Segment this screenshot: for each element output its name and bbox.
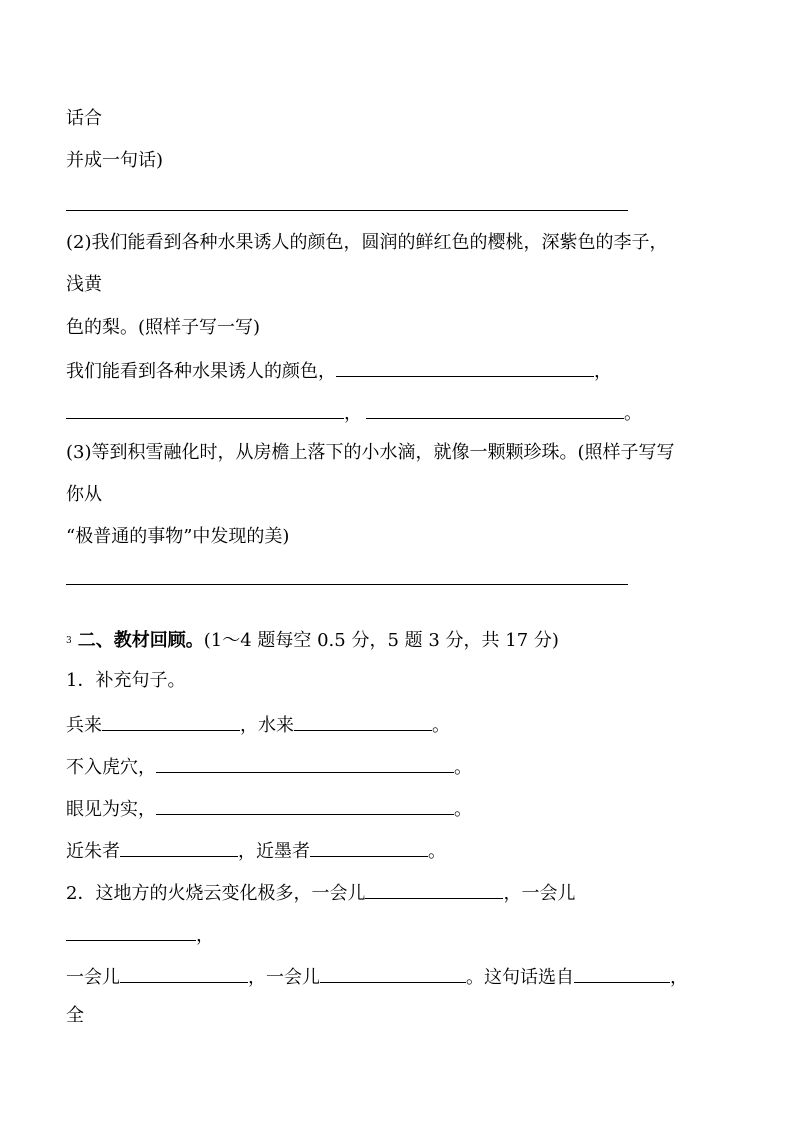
q3-text-line-1: (3)等到积雪融化时，从房檐上落下的小水滴，就像一颗颗珍珠。(照样子写写	[66, 442, 675, 463]
item-1-row-d	[66, 836, 446, 865]
q3-text-line-3: “极普通的事物”中发现的美)	[66, 526, 290, 547]
item-1-row-c	[66, 794, 472, 823]
item-1-c-text: 眼见为实，	[66, 799, 156, 820]
item-2-text-1: 2．这地方的火烧云变化极多，一会儿	[66, 883, 366, 904]
q2-blank-2[interactable]	[66, 398, 344, 419]
item-1-c-period: 。	[454, 799, 472, 820]
item-1-row-b	[66, 752, 472, 781]
item-1-d-blank-1[interactable]	[120, 836, 238, 857]
q2-blank-1[interactable]	[336, 356, 594, 377]
q1-text-line-1: 话合	[66, 108, 102, 129]
q2-text-line-1: (2)我们能看到各种水果诱人的颜色，圆润的鲜红色的樱桃，深紫色的李子，	[66, 232, 668, 253]
item-1-a-blank-2[interactable]	[294, 710, 432, 731]
item-1-d-text-1: 近朱者	[66, 841, 120, 862]
q3-text-line-2: 你从	[66, 484, 102, 505]
q2-text-line-2: 浅黄	[66, 274, 102, 295]
item-2-text-3: 一会儿	[66, 967, 120, 988]
item-2-blank-1[interactable]	[365, 878, 503, 899]
q2-text-line-3: 色的梨。(照样子写一写)	[66, 317, 261, 338]
q2-answer-row-2	[66, 398, 642, 427]
item-2-blank-2[interactable]	[66, 920, 196, 941]
item-1-b-period: 。	[454, 757, 472, 778]
item-2-blank-4[interactable]	[320, 962, 466, 983]
item-1-d-blank-2[interactable]	[310, 836, 428, 857]
section-2-heading	[66, 628, 559, 654]
item-2-row-3	[66, 962, 688, 991]
item-2-row-4: 全	[66, 1005, 84, 1026]
item-1-a-text-1: 兵来	[66, 715, 102, 736]
item-2-blank-5[interactable]	[574, 962, 670, 983]
q2-blank-3[interactable]	[366, 398, 624, 419]
item-1-c-blank[interactable]	[156, 794, 454, 815]
item-1-a-text-3: 。	[432, 715, 450, 736]
item-2-text-4: ，一会儿	[248, 967, 320, 988]
item-1-title: 1．补充句子。	[66, 670, 186, 691]
q1-text-line-2: 并成一句话)	[66, 150, 164, 171]
item-2-text-2: ，一会儿	[503, 883, 576, 904]
item-1-a-blank-1[interactable]	[102, 710, 240, 731]
item-1-d-text-3: 。	[428, 841, 446, 862]
section-2-points: (1～4 题每空 0.5 分，5 题 3 分，共 17 分)	[203, 630, 559, 651]
q2-answer-row-1	[66, 356, 612, 385]
item-2-text-6: ，	[670, 967, 688, 988]
item-2-text-5: 。这句话选自	[466, 967, 574, 988]
q2-period: 。	[624, 403, 642, 424]
item-1-row-a	[66, 710, 450, 739]
q2-comma-2: ，	[344, 403, 362, 424]
page-number: 3	[66, 636, 72, 646]
item-1-d-text-2: ，近墨者	[238, 841, 310, 862]
item-1-b-text: 不入虎穴，	[66, 757, 156, 778]
q1-answer-line[interactable]	[66, 210, 628, 211]
section-2-title: 二、教材回顾。	[77, 630, 204, 651]
q2-comma: ，	[594, 361, 612, 382]
item-1-a-text-2: ，水来	[240, 715, 294, 736]
item-2-row-1	[66, 878, 575, 907]
item-2-row-2	[66, 920, 214, 949]
item-1-b-blank[interactable]	[156, 752, 454, 773]
q3-answer-line[interactable]	[66, 584, 628, 585]
item-2-comma: ，	[196, 925, 214, 946]
q2-prompt: 我们能看到各种水果诱人的颜色，	[66, 361, 336, 382]
item-2-blank-3[interactable]	[120, 962, 248, 983]
